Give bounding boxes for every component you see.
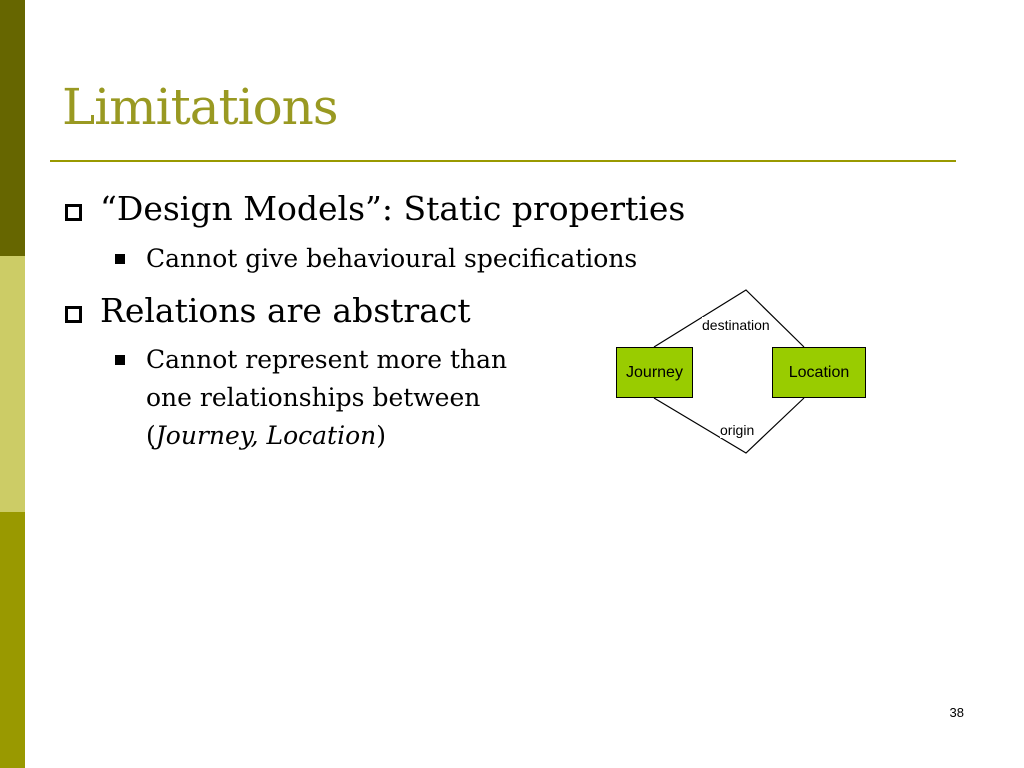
sub-bullet-text — [146, 341, 507, 455]
side-bar-segment-dark — [0, 0, 25, 256]
bullet-text: Relations are abstract — [100, 291, 471, 330]
entity-location: Location — [772, 347, 866, 398]
side-decoration-bar — [0, 0, 25, 768]
sub-bullet-line-2: one relationships between — [146, 383, 481, 412]
slide-title: Limitations — [62, 78, 338, 136]
sub-bullet-line-1: Cannot represent more than — [146, 345, 508, 374]
hollow-square-bullet-icon — [65, 204, 82, 221]
relation-label-destination: destination — [702, 317, 770, 333]
entity-pair-italic: Journey, Location — [155, 421, 377, 450]
hollow-square-bullet-icon — [65, 306, 82, 323]
page-number: 38 — [949, 705, 964, 720]
filled-square-bullet-icon — [115, 355, 125, 365]
sub-bullet-line-3-prefix: ( — [146, 421, 156, 450]
filled-square-bullet-icon — [115, 254, 125, 264]
relation-label-origin: origin — [720, 422, 755, 438]
side-bar-segment-light — [0, 256, 25, 512]
sub-bullet-text: Cannot give behavioural specifications — [146, 244, 638, 273]
title-divider — [50, 160, 956, 162]
entity-journey: Journey — [616, 347, 693, 398]
side-bar-segment-mid — [0, 512, 25, 768]
bullet-text: “Design Models”: Static properties — [100, 189, 686, 228]
sub-bullet-line-3-suffix: ) — [376, 421, 387, 450]
relationship-diagram — [600, 285, 880, 460]
